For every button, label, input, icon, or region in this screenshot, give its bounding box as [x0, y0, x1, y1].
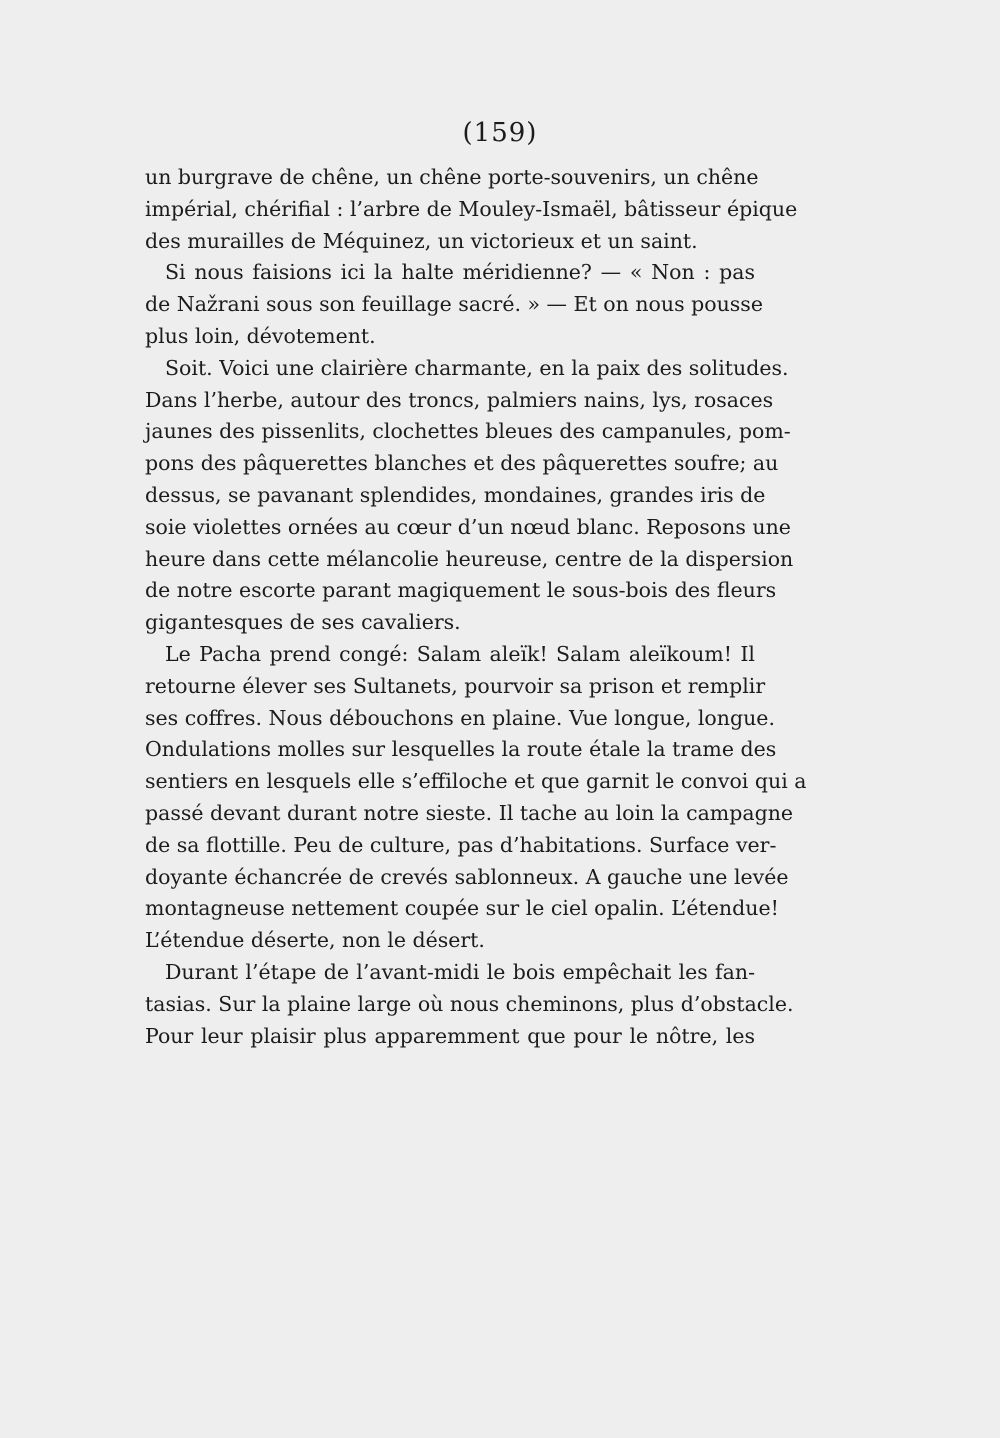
- text-line: plus loin, dévotement.: [145, 323, 376, 348]
- text-line: montagneuse nettement coupée sur le ciel opalin. L’étendue!: [145, 896, 779, 921]
- text-line: sentiers en lesquels elle s’effiloche et que garnit le convoi qui a: [145, 769, 807, 794]
- text-line: Soit. Voici une clairière charmante, en la paix des solitudes.: [165, 355, 789, 380]
- paragraph: [145, 957, 794, 1052]
- paragraph: [145, 639, 807, 957]
- text-line: soie violettes ornées au cœur d’un nœud blanc. Reposons une: [145, 514, 791, 539]
- paragraph: [145, 162, 798, 257]
- text-line: dessus, se pavanant splendides, mondaines, grandes iris de: [145, 482, 766, 507]
- text-line: gigantesques de ses cavaliers.: [145, 610, 461, 635]
- text-line: Ondulations molles sur lesquelles la route étale la trame des: [145, 737, 777, 762]
- text-line: tasias. Sur la plaine large où nous cheminons, plus d’obstacle.: [145, 991, 794, 1016]
- page-number: (159): [462, 118, 538, 148]
- text-line: de notre escorte parant magiquement le sous-bois des fleurs: [145, 578, 777, 603]
- text-line: un burgrave de chêne, un chêne porte-souvenirs, un chêne: [145, 165, 759, 189]
- text-line: heure dans cette mélancolie heureuse, centre de la dispersion: [145, 546, 794, 571]
- text-line: doyante échancrée de crevés sablonneux. A gauche une levée: [145, 864, 789, 889]
- text-line: Durant l’étape de l’avant-midi le bois empêchait les fan-: [165, 959, 755, 984]
- text-line: passé devant durant notre sieste. Il tache au loin la campagne: [145, 800, 794, 825]
- text-line: Le Pacha prend congé: Salam aleïk! Salam aleïkoum! Il: [165, 641, 755, 666]
- text-line: Si nous faisions ici la halte méridienne? — « Non : pas: [165, 260, 755, 285]
- text-line: de sa flottille. Peu de culture, pas d’habitations. Surface ver-: [145, 832, 777, 857]
- body-text: [145, 162, 807, 1052]
- text-line: L’étendue déserte, non le désert.: [145, 928, 485, 953]
- text-line: des murailles de Méquinez, un victorieux et un saint.: [145, 228, 698, 253]
- text-line: jaunes des pissenlits, clochettes bleues des campanules, pom-: [145, 419, 791, 444]
- text-line: pons des pâquerettes blanches et des pâquerettes soufre; au: [145, 451, 779, 476]
- text-line: ses coffres. Nous débouchons en plaine. Vue longue, longue.: [145, 705, 775, 730]
- text-line: impérial, chérifial : l’arbre de Mouley-Ismaël, bâtisseur épique: [145, 196, 798, 221]
- text-line: Dans l’herbe, autour des troncs, palmiers nains, lys, rosaces: [145, 387, 774, 412]
- text-line: retourne élever ses Sultanets, pourvoir sa prison et remplir: [145, 673, 766, 698]
- paragraph: [145, 353, 794, 639]
- text-line: de Nažrani sous son feuillage sacré. » — Et on nous pousse: [145, 292, 763, 317]
- paragraph: [145, 257, 763, 352]
- text-line: Pour leur plaisir plus apparemment que pour le nôtre, les: [145, 1023, 755, 1048]
